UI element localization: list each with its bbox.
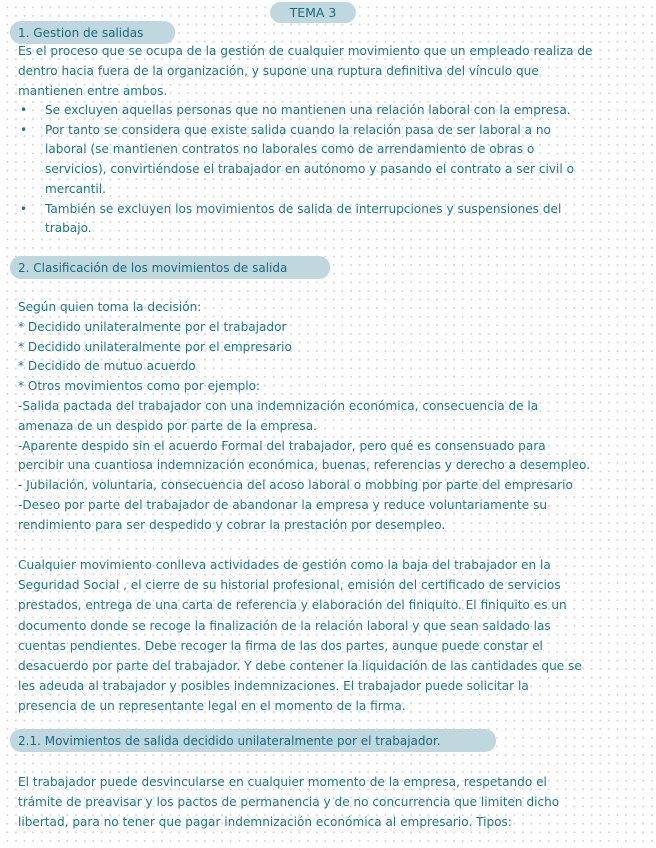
text-line: -Aparente despido sin el acuerdo Formal del trabajador, pero qué es consensuado para [18, 438, 546, 453]
text-line: libertad, para no tener que pagar indemnización económica al empresario. Tipos: [18, 815, 512, 830]
text-line: - Jubilación, voluntaria, consecuencia del acoso laboral o mobbing por parte del empresario [18, 478, 573, 493]
text-line: trámite de preavisar y los pactos de permanencia y de no concurrencia que limiten dicho [18, 795, 560, 810]
text-line: mercantil. [45, 181, 106, 196]
text-line: presencia de un representante legal en el momento de la firma. [18, 699, 406, 714]
text-line: prestados, entrega de una carta de referencia y elaboración del finiquito. El finiquito es un [18, 598, 567, 613]
text-line: * Decidido unilateralmente por el trabajador [18, 319, 287, 334]
text-line: Por tanto se considera que existe salida cuando la relación pasa de ser laboral a no [45, 122, 551, 137]
section-2-list [18, 298, 632, 536]
text-line: * Decidido unilateralmente por el empresario [18, 339, 292, 354]
bullet-item [18, 121, 628, 200]
section-2-heading [10, 256, 330, 279]
text-line: les adeuda al trabajador y posibles indemnizaciones. El trabajador puede solicitar la [18, 679, 529, 694]
text-line: cuentas pendientes. Debe recoger la firma de las dos partes, aunque puede constar el [18, 638, 543, 653]
text-line: Es el proceso que se ocupa de la gestión de cualquier movimiento que un empleado realiza de [18, 44, 593, 58]
text-line: * Otros movimientos como por ejemplo: [18, 379, 261, 394]
topic-badge [270, 2, 356, 23]
section-1-intro [18, 41, 632, 102]
section-2-title: 2. Clasificación de los movimientos de salida [18, 260, 288, 275]
text-line: -Salida pactada del trabajador con una indemnización económica, consecuencia de la [18, 398, 539, 413]
text-line: Cualquier movimiento conlleva actividades de gestión como la baja del trabajador en la [18, 558, 551, 572]
text-line: * Decidido de mutuo acuerdo [18, 359, 196, 374]
text-line: Seguridad Social , el cierre de su historial profesional, emisión del certificado de servicios [18, 578, 561, 593]
section-1-bullets [18, 101, 628, 239]
bullet-marker: • [20, 103, 28, 117]
text-line: documento donde se recoge la finalización de la relación laboral y que sean saldado las [18, 618, 551, 633]
text-line: servicios), convirtiéndose el trabajador en autónomo y pasando el contrato a ser civil o [45, 162, 574, 177]
text-line: percibir una cuantiosa indemnización económica, buenas, referencias y derecho a desempleo. [18, 458, 591, 473]
section-1-title: 1. Gestion de salidas [18, 25, 144, 40]
section-2-1-paragraph [18, 772, 632, 833]
text-line: dentro hacia fuera de la organización, y supone una ruptura definitiva del vínculo que [18, 64, 539, 79]
text-line: mantienen entre ambos. [18, 84, 168, 99]
section-2-1-heading [10, 729, 496, 752]
bullet-item [18, 200, 628, 239]
text-line: -Deseo por parte del trabajador de abandonar la empresa y reduce voluntariamente su [18, 497, 548, 512]
text-line: El trabajador puede desvincularse en cualquier momento de la empresa, respetando el [18, 775, 547, 789]
bullet-marker: • [20, 122, 28, 137]
text-line: Se excluyen aquellas personas que no mantienen una relación laboral con la empresa. [45, 103, 571, 117]
section-2-paragraph [18, 555, 632, 717]
text-line: laboral (se mantienen contratos no laborales como de arrendamiento de obras o [45, 142, 535, 157]
section-2-1-title: 2.1. Movimientos de salida decidido unilateralmente por el trabajador. [18, 733, 441, 748]
text-line: amenaza de un despido por parte de la empresa. [18, 418, 317, 433]
text-line: Según quien toma la decisión: [18, 300, 202, 314]
text-line: desacuerdo por parte del trabajador. Y debe contener la liquidación de las cantidades que se [18, 659, 582, 674]
text-line: También se excluyen los movimientos de salida de interrupciones y suspensiones del [45, 201, 562, 216]
text-line: trabajo. [45, 221, 92, 236]
bullet-item [18, 101, 628, 121]
bullet-marker: • [20, 201, 28, 216]
text-line: rendimiento para ser despedido y cobrar la prestación por desempleo. [18, 517, 446, 532]
topic-title: TEMA 3 [289, 5, 337, 20]
